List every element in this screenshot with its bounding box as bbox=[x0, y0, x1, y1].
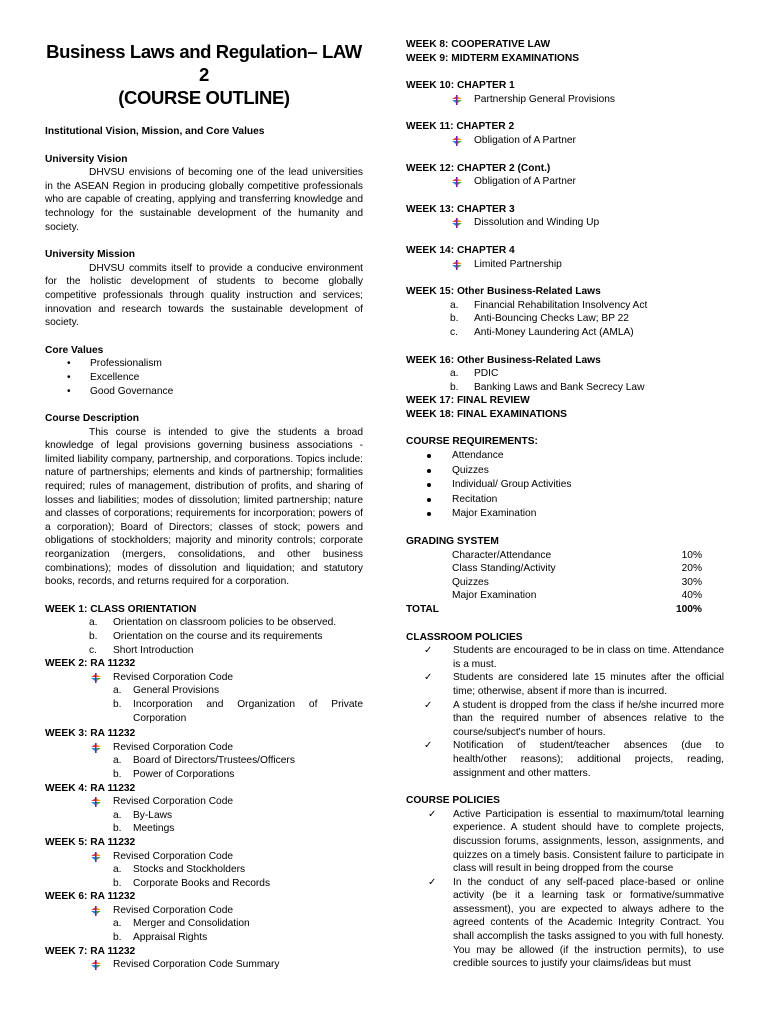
week-12-heading: WEEK 12: CHAPTER 2 (Cont.) bbox=[406, 162, 551, 174]
week-9-heading: WEEK 9: MIDTERM EXAMINATIONS bbox=[406, 52, 579, 64]
list-item: b. Orientation on the course and its requirements bbox=[89, 631, 323, 642]
week-5-topic: Revised Corporation Code bbox=[45, 850, 363, 864]
list-item: ✓ A student is dropped from the class if he/she incurred more than the required number of absences relative to the course/subject's number of hours. bbox=[424, 699, 724, 738]
bullet-flag-icon bbox=[91, 906, 101, 916]
week-11-heading: WEEK 11: CHAPTER 2 bbox=[406, 121, 515, 133]
checkmark-icon: ✓ bbox=[428, 808, 437, 820]
checkmark-icon: ✓ bbox=[424, 740, 433, 752]
list-item: a. Board of Directors/Trustees/Officers bbox=[113, 755, 295, 767]
bullet-flag-icon bbox=[452, 260, 462, 270]
week-14-topic: Limited Partnership bbox=[406, 258, 724, 272]
week-4-heading: WEEK 4: RA 11232 bbox=[45, 782, 136, 794]
week-1-list bbox=[45, 616, 363, 657]
course-policies-heading: COURSE POLICIES bbox=[406, 795, 500, 807]
list-item: a. Stocks and Stockholders bbox=[113, 864, 246, 876]
list-item: a. By-Laws bbox=[113, 809, 173, 821]
week-6-topic: Revised Corporation Code bbox=[45, 904, 363, 918]
list-item: ✓ In the conduct of any self-paced place-based or online activity (be it a learning task or formative/summative assessment), you are expected to always adhere to the agreed contents of the Academic Integrity Contract. You shall accomplish the tasks assigned to you with full honesty. You may be allowed (if the instruction permits), to use credible sources to justify your claims/ideas but must bbox=[428, 876, 724, 970]
core-values-list bbox=[45, 357, 363, 398]
list-item: Major Examination bbox=[406, 507, 724, 521]
list-item: a. Merger and Consolidation bbox=[113, 918, 250, 930]
list-item: • Excellence bbox=[45, 371, 363, 385]
table-row: Class Standing/Activity 20% bbox=[452, 563, 702, 575]
list-item: ✓ Active Participation is essential to maximum/total learning experience. A student should have to complete projects, discussion forums, assignments, lesson, assignments, and quizzes on a timely basis. Consistent failure to participate in class will result in being dropped from the course bbox=[428, 808, 724, 875]
week-15-list bbox=[406, 299, 724, 340]
table-row: Quizzes 30% bbox=[452, 576, 702, 588]
title-line-3: (COURSE OUTLINE) bbox=[118, 87, 290, 108]
week-2-heading: WEEK 2: RA 11232 bbox=[45, 658, 136, 670]
week-10-topic: Partnership General Provisions bbox=[406, 93, 724, 107]
checkmark-icon: ✓ bbox=[424, 699, 433, 711]
week-17-heading: WEEK 17: FINAL REVIEW bbox=[406, 395, 530, 407]
list-item: b. Power of Corporations bbox=[113, 768, 235, 780]
core-values-heading: Core Values bbox=[45, 344, 104, 356]
list-item: c. Short Introduction bbox=[89, 644, 194, 656]
week-16-list bbox=[406, 367, 724, 394]
course-requirements-heading: COURSE REQUIREMENTS: bbox=[406, 436, 538, 448]
course-description-text: This course is intended to give the students a broad knowledge of legal provisions governing business associations - limited liability company, partnership, and corporations. Topics include: nature of partnerships; elements and kinds of partnership; formalities required; rules of management, distribution of profits, and sharing of losses and liabilities; modes of dissolution; limited partnership; nature and classes of corporations; requirements for incorporation; powers of a corporation); Board of Directors; classes of stock; powers and obligations of stockholders; majority and minority controls; corporate reorganization (mergers, consolidations, and other business combinations); modes of dissolution and liquidation; and statutory books, records, and returns required for a corporation. bbox=[45, 426, 363, 588]
list-item: • Good Governance bbox=[45, 385, 363, 399]
bullet-flag-icon bbox=[452, 95, 462, 105]
bullet-flag-icon bbox=[452, 136, 462, 146]
list-item: ✓ Notification of student/teacher absences (due to health/other reasons); additional projects, reading, assignment and other matters. bbox=[424, 740, 724, 779]
week-12-topic: Obligation of A Partner bbox=[406, 175, 724, 189]
list-item: Recitation bbox=[406, 493, 724, 507]
bullet-flag-icon bbox=[91, 673, 101, 683]
list-item: Individual/ Group Activities bbox=[406, 478, 724, 492]
left-column bbox=[45, 0, 363, 972]
grading-table bbox=[406, 549, 724, 617]
week-18-heading: WEEK 18: FINAL EXAMINATIONS bbox=[406, 408, 567, 420]
list-item: b. Incorporation and Organization of Private Corporation bbox=[113, 698, 363, 724]
list-item: b. Corporate Books and Records bbox=[113, 877, 271, 889]
week-5-heading: WEEK 5: RA 11232 bbox=[45, 836, 136, 848]
list-item: b. Meetings bbox=[113, 823, 175, 835]
week-7-topic: Revised Corporation Code Summary bbox=[45, 958, 363, 972]
list-item: Quizzes bbox=[406, 464, 724, 478]
list-item: a. General Provisions bbox=[113, 685, 220, 697]
week-13-heading: WEEK 13: CHAPTER 3 bbox=[406, 203, 515, 215]
grading-system-heading: GRADING SYSTEM bbox=[406, 536, 499, 548]
checkmark-icon: ✓ bbox=[424, 672, 433, 684]
week-1-heading: WEEK 1: CLASS ORIENTATION bbox=[45, 603, 197, 615]
week-11-topic: Obligation of A Partner bbox=[406, 134, 724, 148]
week-13-topic: Dissolution and Winding Up bbox=[406, 216, 724, 230]
bullet-flag-icon bbox=[91, 852, 101, 862]
list-item: ✓ Students are considered late 15 minutes after the official time; otherwise, absent if more than is incurred. bbox=[424, 672, 724, 697]
list-item: c. Anti-Money Laundering Act (AMLA) bbox=[450, 326, 634, 338]
week-3-heading: WEEK 3: RA 11232 bbox=[45, 728, 136, 740]
week-14-heading: WEEK 14: CHAPTER 4 bbox=[406, 244, 515, 256]
week-2-topic: Revised Corporation Code bbox=[45, 671, 363, 685]
list-item: • Professionalism bbox=[45, 357, 363, 371]
requirements-list bbox=[406, 449, 724, 521]
week-4-topic: Revised Corporation Code bbox=[45, 795, 363, 809]
vision-text: DHVSU envisions of becoming one of the lead universities in the ASEAN Region in producing globally competitive professionals who are capable of creating, applying and transferring knowledge and technology for the sustainable development of the humanity and society. bbox=[45, 167, 363, 233]
mission-heading: University Mission bbox=[45, 249, 136, 261]
ivmc-heading: Institutional Vision, Mission, and Core Values bbox=[45, 126, 265, 137]
list-item: a. Financial Rehabilitation Insolvency Act bbox=[450, 299, 648, 311]
checkmark-icon: ✓ bbox=[424, 645, 433, 657]
classroom-policies-heading: CLASSROOM POLICIES bbox=[406, 631, 523, 643]
week-7-heading: WEEK 7: RA 11232 bbox=[45, 945, 136, 957]
title-line-1: Business Laws and Regulation– LAW bbox=[46, 41, 362, 62]
list-item: ✓ Students are encouraged to be in class on time. Attendance is a must. bbox=[424, 645, 724, 670]
bullet-flag-icon bbox=[91, 960, 101, 970]
checkmark-icon: ✓ bbox=[428, 876, 437, 888]
total-row: TOTAL 100% bbox=[406, 604, 702, 615]
week-6-heading: WEEK 6: RA 11232 bbox=[45, 891, 136, 903]
bullet-flag-icon bbox=[91, 797, 101, 807]
list-item: Attendance bbox=[406, 449, 724, 463]
table-row: Character/Attendance 10% bbox=[452, 549, 702, 561]
bullet-flag-icon bbox=[452, 177, 462, 187]
week-15-heading: WEEK 15: Other Business-Related Laws bbox=[406, 286, 601, 298]
week-3-topic: Revised Corporation Code bbox=[45, 741, 363, 755]
week-16-heading: WEEK 16: Other Business-Related Laws bbox=[406, 354, 601, 366]
list-item: a. PDIC bbox=[450, 368, 499, 380]
bullet-flag-icon bbox=[91, 743, 101, 753]
list-item: b. Banking Laws and Bank Secrecy Law bbox=[450, 381, 645, 393]
title-line-2: 2 bbox=[199, 64, 209, 85]
document-title bbox=[45, 40, 363, 109]
right-column bbox=[406, 0, 724, 971]
vision-heading: University Vision bbox=[45, 153, 128, 165]
list-item: a. Orientation on classroom policies to be observed. bbox=[89, 617, 337, 629]
table-row: Major Examination 40% bbox=[452, 590, 702, 602]
mission-text: DHVSU commits itself to provide a conducive environment for the holistic development of students to become globally competitive professionals through quality instruction and services; innovation and research towards the sustainable development of society. bbox=[45, 262, 363, 329]
week-8-heading: WEEK 8: COOPERATIVE LAW bbox=[406, 39, 551, 50]
list-item: b. Appraisal Rights bbox=[113, 932, 208, 944]
course-description-heading: Course Description bbox=[45, 413, 139, 425]
list-item: b. Anti-Bouncing Checks Law; BP 22 bbox=[450, 313, 629, 325]
week-10-heading: WEEK 10: CHAPTER 1 bbox=[406, 80, 515, 92]
bullet-flag-icon bbox=[452, 218, 462, 228]
